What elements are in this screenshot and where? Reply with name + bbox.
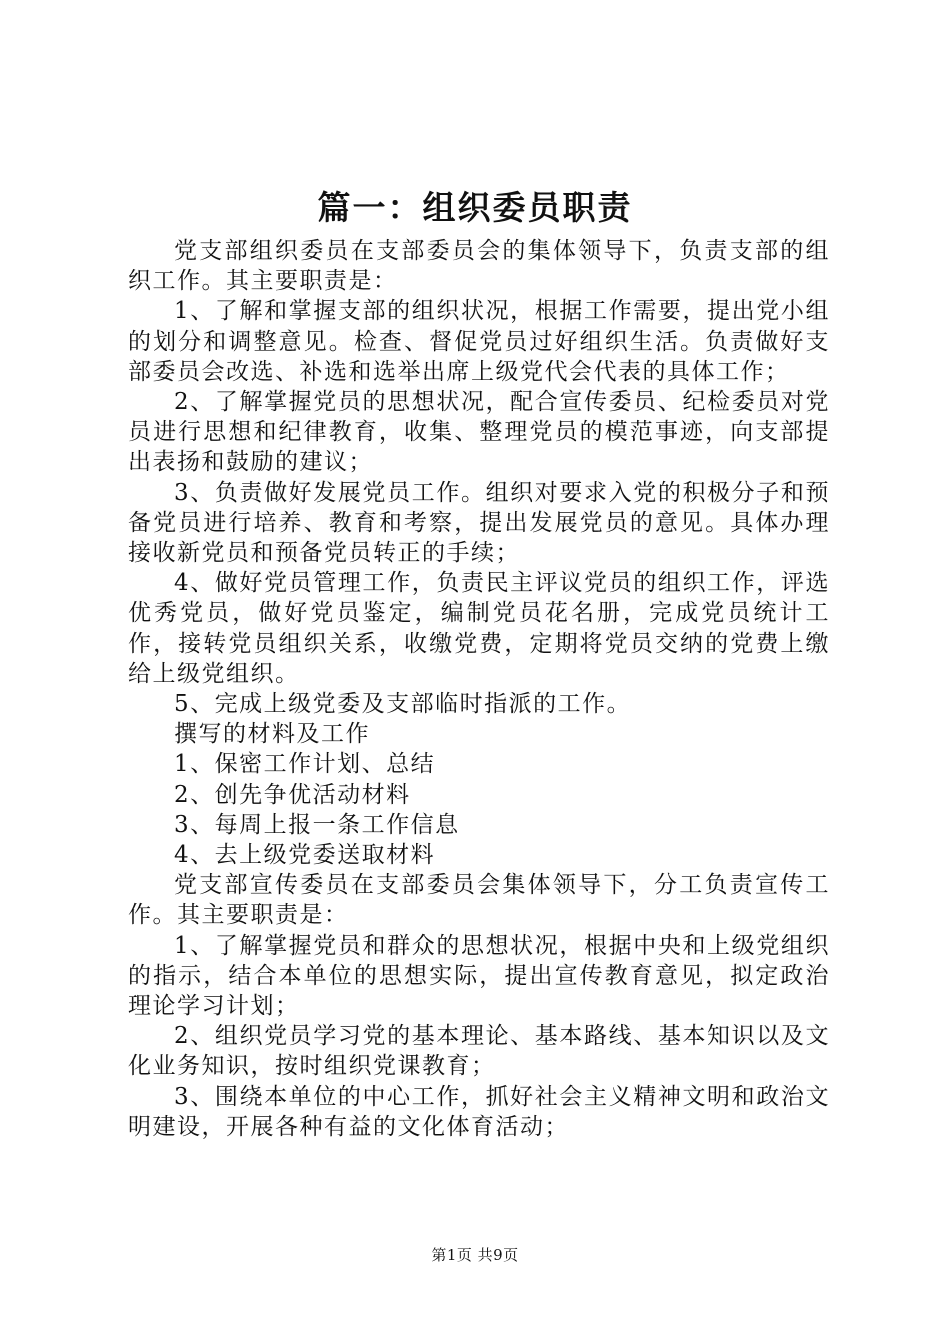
paragraph: 3、每周上报一条工作信息 <box>174 811 460 838</box>
document-title: 篇一：组织委员职责 <box>317 188 633 227</box>
paragraph: 3、围绕本单位的中心工作，抓好社会主义精神文明和政治文明建设，开展各种有益的文化体育活动； <box>128 1083 830 1140</box>
paragraph: 5、完成上级党委及支部临时指派的工作。 <box>174 691 632 718</box>
page-footer: 第1页 共9页 <box>431 1246 519 1264</box>
paragraph: 党支部组织委员在支部委员会的集体领导下，负责支部的组织工作。其主要职责是： <box>128 238 830 295</box>
paragraph: 2、组织党员学习党的基本理论、基本路线、基本知识以及文化业务知识，按时组织党课教育； <box>128 1023 830 1080</box>
paragraph: 3、负责做好发展党员工作。组织对要求入党的积极分子和预备党员进行培养、教育和考察，提出发展党员的意见。具体办理接收新党员和预备党员转正的手续； <box>128 479 830 567</box>
document-body <box>128 236 830 1142</box>
paragraph: 2、了解掌握党员的思想状况，配合宣传委员、纪检委员对党员进行思想和纪律教育，收集、整理党员的模范事迹，向支部提出表扬和鼓励的建议； <box>128 389 830 476</box>
paragraph: 4、去上级党委送取材料 <box>174 842 436 869</box>
paragraph: 1、了解掌握党员和群众的思想状况，根据中央和上级党组织的指示，结合本单位的思想实际，提出宣传教育意见，拟定政治理论学习计划； <box>128 932 830 1020</box>
paragraph: 1、保密工作计划、总结 <box>174 751 436 778</box>
paragraph: 4、做好党员管理工作，负责民主评议党员的组织工作，评选优秀党员，做好党员鉴定，编制党员花名册，完成党员统计工作，接转党员组织关系，收缴党费，定期将党员交纳的党费上缴给上级党组织。 <box>128 570 830 687</box>
paragraph: 1、了解和掌握支部的组织状况，根据工作需要，提出党小组的划分和调整意见。检查、督促党员过好组织生活。负责做好支部委员会改选、补选和选举出席上级党代会代表的具体工作； <box>128 298 830 385</box>
paragraph: 撰写的材料及工作 <box>174 721 370 748</box>
paragraph: 2、创先争优活动材料 <box>174 781 411 808</box>
paragraph: 党支部宣传委员在支部委员会集体领导下，分工负责宣传工作。其主要职责是： <box>128 872 830 929</box>
